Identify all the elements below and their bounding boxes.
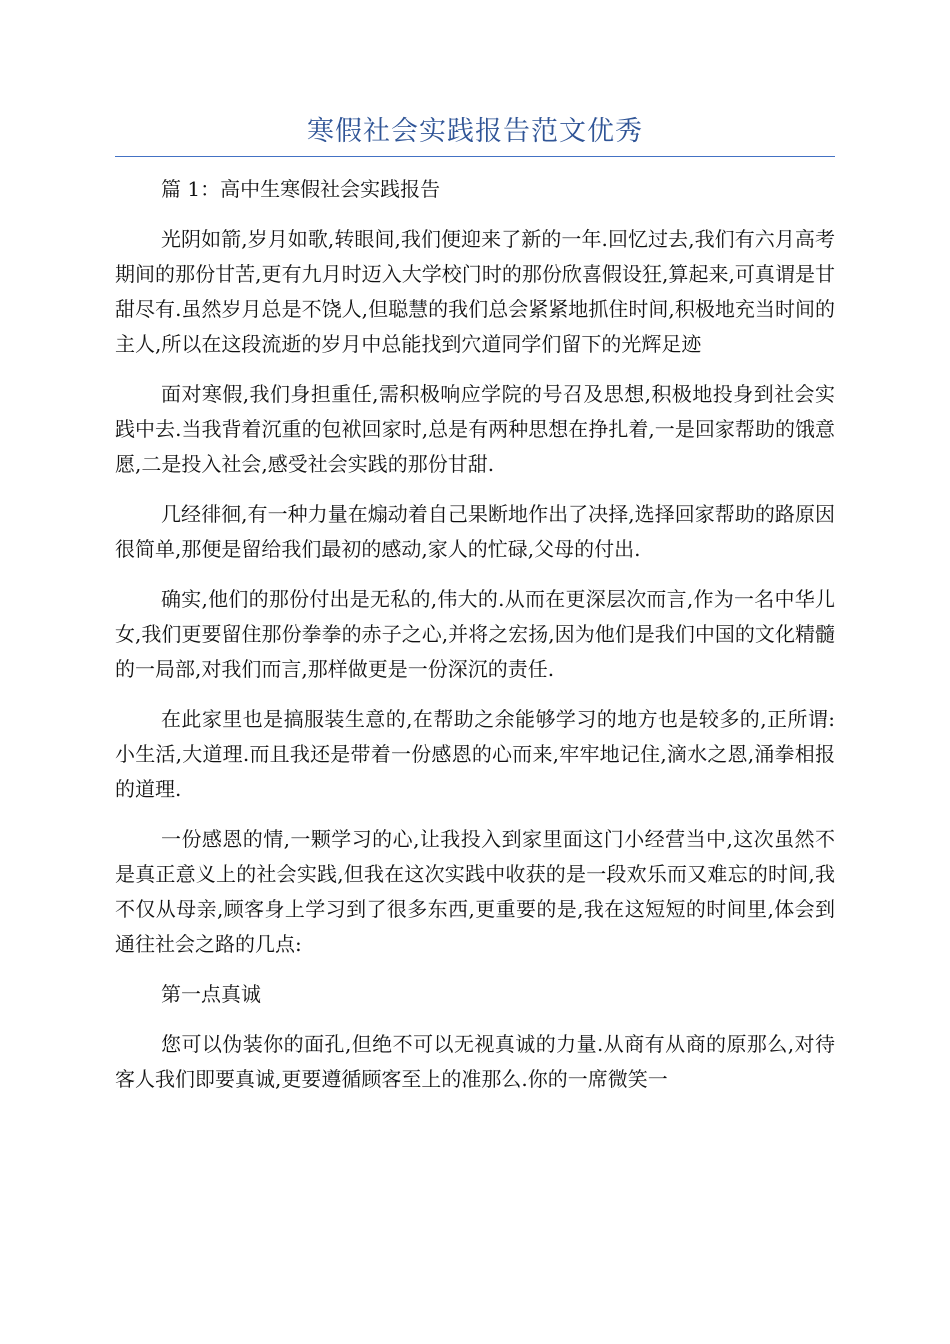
paragraph: 您可以伪装你的面孔,但绝不可以无视真诚的力量.从商有从商的原那么,对待客人我们即要真诚,更要遵循顾客至上的准那么.你的一席微笑一 <box>115 1032 835 1091</box>
paragraph: 面对寒假,我们身担重任,需积极响应学院的号召及思想,积极地投身到社会实践中去.当我背着沉重的包袱回家时,总是有两种思想在挣扎着,一是回家帮助的饿意愿,二是投入社会,感受社会实践的那份甘甜. <box>115 382 835 476</box>
document-title: 寒假社会实践报告范文优秀 <box>307 116 643 147</box>
paragraph: 确实,他们的那份付出是无私的,伟大的.从而在更深层次而言,作为一名中华儿女,我们更要留住那份拳拳的赤子之心,并将之宏扬,因为他们是我们中国的文化精髓的一局部,对我们而言,那样做更是一份深沉的责任. <box>115 587 835 681</box>
point-heading: 第一点真诚 <box>161 982 261 1006</box>
paragraph: 一份感恩的情,一颗学习的心,让我投入到家里面这门小经营当中,这次虽然不是真正意义上的社会实践,但我在这次实践中收获的是一段欢乐而又难忘的时间,我不仅从母亲,顾客身上学习到了很多东西,更重要的是,我在这短短的时间里,体会到通往社会之路的几点: <box>115 827 835 956</box>
paragraph: 在此家里也是搞服装生意的,在帮助之余能够学习的地方也是较多的,正所谓:小生活,大道理.而且我还是带着一份感恩的心而来,牢牢地记住,滴水之恩,涌拳相报的道理. <box>115 707 835 801</box>
section-heading: 篇 1：高中生寒假社会实践报告 <box>161 177 441 201</box>
title-block <box>115 112 835 157</box>
paragraph: 光阴如箭,岁月如歌,转眼间,我们便迎来了新的一年.回忆过去,我们有六月高考期间的那份甘苦,更有九月时迈入大学校门时的那份欣喜假设狂,算起来,可真谓是甘甜尽有.虽然岁月总是不饶人,但聪慧的我们总会紧紧地抓住时间,积极地充当时间的主人,所以在这段流逝的岁月中总能找到穴道同学们留下的光辉足迹 <box>115 227 835 356</box>
document-body <box>115 172 835 1097</box>
paragraph: 几经徘徊,有一种力量在煽动着自己果断地作出了决择,选择回家帮助的路原因很简单,那便是留给我们最初的感动,家人的忙碌,父母的付出. <box>115 502 835 561</box>
